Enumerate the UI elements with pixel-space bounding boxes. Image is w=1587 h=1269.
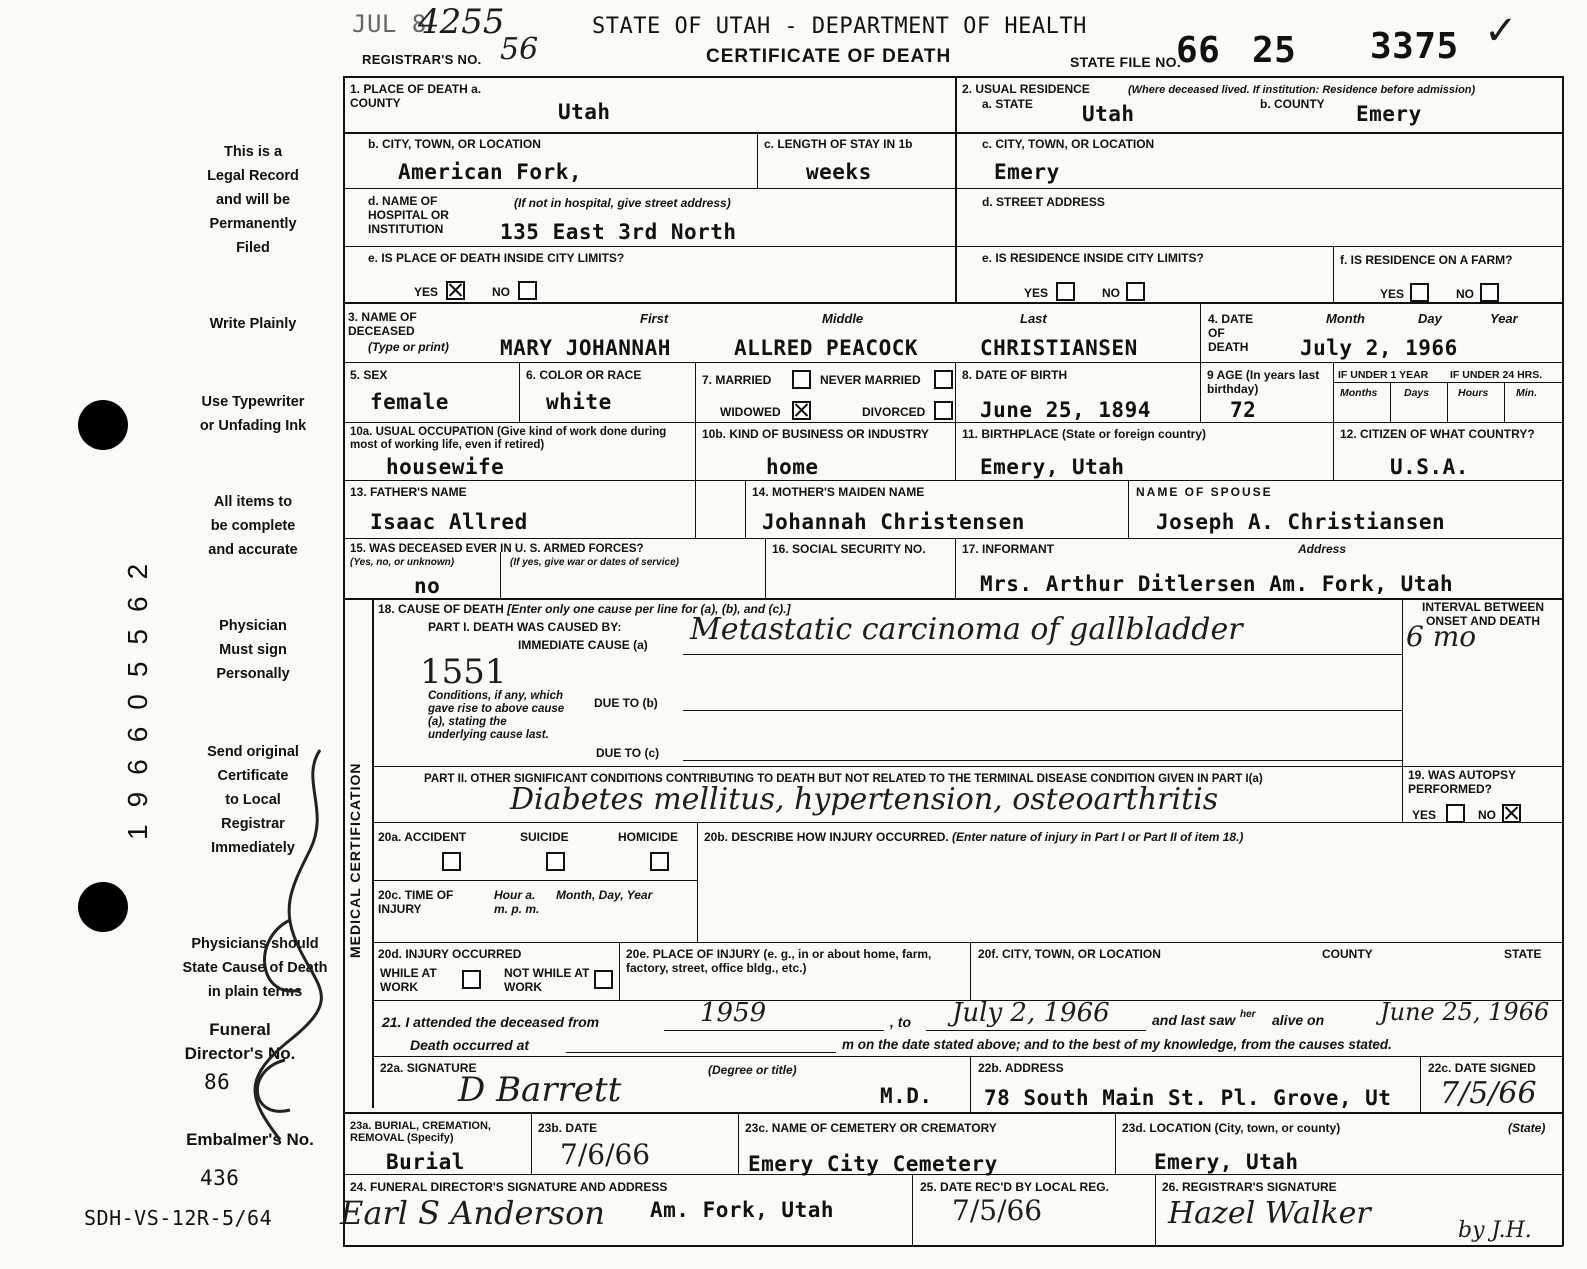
embalmer-label: Embalmer's No. [186,1130,314,1149]
injury-description-label: 20b. DESCRIBE HOW INJURY OCCURRED. (Enter nature of injury in Part I or Part II of item 18.) [704,830,1244,844]
deceased-name-note: (Type or print) [368,340,449,354]
hours-label: Hours [1458,387,1489,399]
minutes-label: Min. [1516,387,1537,399]
informant-address-heading: Address [1298,542,1347,556]
married-label: 7. MARRIED [702,373,772,387]
death-year-heading: Year [1490,311,1518,326]
embalmer-no: 436 [200,1166,240,1190]
physician-address-label: 22b. ADDRESS [978,1061,1064,1075]
registrar-handwritten: 4255 [418,2,505,42]
autopsy-no-label: NO [1478,808,1496,822]
place-of-death-county-label: 1. PLACE OF DEATH a. COUNTY [350,82,482,110]
date-of-death: July 2, 1966 [1300,336,1458,360]
while-at-work-checkbox[interactable] [462,970,481,989]
social-security-label: 16. SOCIAL SECURITY NO. [772,542,926,556]
attended-from: 1959 [700,998,767,1028]
residence-county: Emery [1356,102,1422,126]
state-file-no-2: 25 [1252,30,1297,71]
armed-forces-label: 15. WAS DECEASED EVER IN U. S. ARMED FORCES? [350,543,644,555]
death-inside-city-no-checkbox[interactable] [518,281,537,300]
residence-inside-city-yes-checkbox[interactable] [1056,282,1075,301]
injury-date-heading: Month, Day, Year [556,888,653,902]
residence-farm-yes-label: YES [1380,287,1405,301]
state-file-no-3: 3375 [1370,26,1459,67]
residence-state: Utah [1082,102,1135,126]
residence-farm-label: f. IS RESIDENCE ON A FARM? [1340,253,1513,267]
funeral-director-signature: Earl S Anderson [340,1194,605,1232]
attended-to: July 2, 1966 [952,998,1110,1028]
widowed-label: WIDOWED [720,405,781,419]
disposition: Burial [386,1150,465,1174]
due-to-b-label: DUE TO (b) [594,696,658,710]
days-label: Days [1404,387,1430,399]
last-saw-label: and last saw [1152,1012,1236,1028]
death-inside-city-no-label: NO [492,285,510,299]
funeral-director-signature-label: 24. FUNERAL DIRECTOR'S SIGNATURE AND ADDRESS [350,1180,668,1194]
armed-forces-note-2: (If yes, give war or dates of service) [510,557,679,568]
cemetery-state-heading: (State) [1508,1121,1546,1135]
punch-hole-bottom [78,882,128,932]
middle-name-heading: Middle [822,311,864,326]
send-original-note: Send original Certificate to Local Registrar Immediately [207,744,299,856]
medical-certification-label: MEDICAL CERTIFICATION [347,762,363,958]
while-at-work-label: WHILE AT WORK [380,966,437,994]
spouse-name: Joseph A. Christiansen [1156,510,1446,534]
physician-signature: D Barrett [458,1070,622,1110]
date-received: 7/5/66 [952,1194,1043,1227]
injury-county-label: COUNTY [1322,947,1373,961]
hospital-address: 135 East 3rd North [500,220,737,244]
last-name-heading: Last [1020,311,1047,326]
degree-label: (Degree or title) [708,1063,797,1077]
autopsy-label: 19. WAS AUTOPSY PERFORMED? [1408,768,1516,796]
certificate-title: CERTIFICATE OF DEATH [706,46,952,67]
length-of-stay-label: c. LENGTH OF STAY IN 1b [764,137,913,151]
birthplace-label: 11. BIRTHPLACE (State or foreign country) [962,427,1207,441]
residence-farm-yes-checkbox[interactable] [1410,283,1429,302]
form-number: SDH-VS-12R-5/64 [84,1206,273,1230]
cemetery-location: Emery, Utah [1154,1150,1299,1174]
due-to-c-label: DUE TO (c) [596,746,660,760]
armed-forces-note-1: (Yes, no, or unknown) [350,557,455,568]
birthplace: Emery, Utah [980,455,1125,479]
business-label: 10b. KIND OF BUSINESS OR INDUSTRY [702,427,929,441]
legal-record-note: This is a Legal Record and will be Permanently Filed [207,144,299,256]
citizenship: U.S.A. [1390,455,1469,479]
other-conditions: Diabetes mellitus, hypertension, osteoarthritis [510,782,1219,817]
funeral-director-no: 86 [204,1070,231,1094]
place-of-injury-label: 20e. PLACE OF INJURY (e. g., in or about home, farm, factory, street, office bldg., etc.) [626,947,932,975]
sex: female [370,390,449,414]
residence-farm-no-label: NO [1456,287,1474,301]
hour-label: Hour a. m. p. m. [494,888,540,916]
injury-state-label: STATE [1504,947,1542,961]
interval: 6 mo [1406,620,1477,653]
residence-inside-city-no-checkbox[interactable] [1126,282,1145,301]
residence-state-label: a. STATE [982,97,1033,111]
cemetery-label: 23c. NAME OF CEMETERY OR CREMATORY [745,1121,997,1135]
mother-name-label: 14. MOTHER'S MAIDEN NAME [752,485,925,499]
father-name-label: 13. FATHER'S NAME [350,485,467,499]
registrar-signature: Hazel Walker [1168,1196,1371,1231]
homicide-checkbox[interactable] [650,852,669,871]
cause-of-death-label: 18. CAUSE OF DEATH [Enter only one cause per line for (a), (b), and (c).] [378,602,791,616]
hospital-note: (If not in hospital, give street address) [514,196,731,210]
death-month-heading: Month [1326,311,1365,326]
check-mark: ✓ [1484,8,1518,54]
injury-occurred-label: 20d. INJURY OCCURRED [378,947,522,961]
widowed-checkbox[interactable] [792,401,811,420]
race-label: 6. COLOR OR RACE [526,368,642,382]
residence-street-label: d. STREET ADDRESS [982,195,1105,209]
date-signed-label: 22c. DATE SIGNED [1428,1061,1536,1075]
burial-date: 7/6/66 [560,1138,651,1171]
residence-farm-no-checkbox[interactable] [1480,283,1499,302]
time-of-injury-label: 20c. TIME OF INJURY [378,888,454,916]
typewriter-note: Use Typewriter or Unfading Ink [199,394,307,434]
registrar-label: REGISTRAR'S NO. [362,52,482,67]
complete-note: All items to be complete and accurate [208,494,298,558]
interval-label: INTERVAL BETWEEN ONSET AND DEATH [1421,600,1544,628]
father-name: Isaac Allred [370,510,528,534]
injury-city-label: 20f. CITY, TOWN, OR LOCATION [978,947,1161,961]
immediate-cause-label: IMMEDIATE CAUSE (a) [518,638,648,652]
state-file-no-1: 66 [1176,30,1221,71]
death-occurred-label: Death occurred at [410,1037,530,1053]
alive-on-date: June 25, 1966 [1380,998,1550,1026]
divorced-checkbox[interactable] [934,401,953,420]
physician-degree: M.D. [880,1084,933,1108]
not-while-at-work-label: NOT WHILE AT WORK [504,966,590,994]
residence-inside-city-no-label: NO [1102,286,1120,300]
age: 72 [1230,398,1257,422]
cemetery-location-label: 23d. LOCATION (City, town, or county) [1122,1121,1341,1135]
not-while-at-work-checkbox[interactable] [594,970,613,989]
state-title: STATE OF UTAH - DEPARTMENT OF HEALTH [592,14,1087,39]
date-of-birth: June 25, 1894 [980,398,1151,422]
part-one-label: PART I. DEATH WAS CAUSED BY: [428,620,622,634]
funeral-director-label: Funeral Director's No. [184,1020,296,1063]
physician-address: 78 South Main St. Pl. Grove, Ut [984,1086,1392,1110]
coding-number: 1551 [420,652,507,692]
registrar-signature-label: 26. REGISTRAR'S SIGNATURE [1162,1180,1337,1194]
race: white [546,390,612,414]
residence-city: Emery [994,160,1060,184]
informant-label: 17. INFORMANT [962,542,1055,556]
alive-on-label: alive on [1272,1012,1325,1028]
attended-label: 21. I attended the deceased from [382,1014,600,1030]
usual-residence-note: (Where deceased lived. If institution: Residence before admission) [1128,84,1476,96]
stamp-date: JUL 8 [352,10,427,38]
deceased-first-name: MARY JOHANNAH [500,336,671,360]
age-label: 9 AGE (In years last birthday) [1207,368,1320,396]
her-label: her [1240,1009,1256,1020]
vertical-serial-number: 196605562 [122,546,153,840]
disposition-label: 23a. BURIAL, CREMATION, REMOVAL (Specify) [350,1120,491,1144]
date-received-label: 25. DATE REC'D BY LOCAL REG. [920,1180,1109,1194]
physician-note: Physician Must sign Personally [216,618,290,682]
autopsy-yes-label: YES [1412,808,1437,822]
autopsy-no-checkbox[interactable] [1502,804,1521,823]
months-label: Months [1340,387,1378,399]
armed-forces: no [414,574,441,598]
citizenship-label: 12. CITIZEN OF WHAT COUNTRY? [1340,427,1535,441]
deceased-name-label: 3. NAME OF DECEASED [348,310,417,338]
death-inside-city-yes-checkbox[interactable] [446,281,465,300]
suicide-checkbox[interactable] [546,852,565,871]
deceased-middle-name: ALLRED PEACOCK [734,336,919,360]
accident-checkbox[interactable] [442,852,461,871]
residence-city-label: c. CITY, TOWN, OR LOCATION [982,137,1155,151]
sex-label: 5. SEX [350,368,388,382]
cemetery: Emery City Cemetery [748,1152,998,1176]
under-24-hours-label: IF UNDER 24 HRS. [1450,369,1543,381]
death-occurred-line [566,1052,836,1053]
to-label: , to [890,1014,911,1030]
place-of-death-city: American Fork, [398,160,583,184]
signature-label: 22a. SIGNATURE [380,1061,477,1075]
never-married-label: NEVER MARRIED [820,373,921,387]
death-inside-city-yes-label: YES [414,285,439,299]
mother-name: Johannah Christensen [762,510,1025,534]
state-file-label: STATE FILE NO. [1070,54,1182,70]
informant: Mrs. Arthur Ditlersen Am. Fork, Utah [980,572,1454,596]
date-of-death-label: 4. DATE OF DEATH [1208,312,1254,354]
autopsy-yes-checkbox[interactable] [1446,804,1465,823]
residence-inside-city-yes-label: YES [1024,286,1049,300]
occupation: housewife [386,455,505,479]
length-of-stay: weeks [806,160,872,184]
attended-to-line [926,1030,1146,1031]
registrar-initials: by J.H. [1458,1218,1532,1243]
date-of-birth-label: 8. DATE OF BIRTH [962,368,1068,382]
accident-label: 20a. ACCIDENT [378,830,467,844]
burial-date-label: 23b. DATE [538,1121,598,1135]
spouse-name-label: NAME OF SPOUSE [1136,485,1273,499]
conditions-note: Conditions, if any, which gave rise to above cause (a), stating the underlying cause last. [428,690,565,741]
attended-from-line [664,1030,884,1031]
death-day-heading: Day [1418,311,1442,326]
date-signed: 7/5/66 [1440,1076,1537,1111]
suicide-label: SUICIDE [520,830,569,844]
state-cause-note: Physicians should State Cause of Death in plain terms [182,936,328,1000]
death-statement: m on the date stated above; and to the best of my knowledge, from the causes stated. [842,1037,1392,1052]
occupation-label: 10a. USUAL OCCUPATION (Give kind of work done during most of working life, even if retired) [350,426,667,451]
married-checkbox[interactable] [792,370,811,389]
never-married-checkbox[interactable] [934,370,953,389]
business: home [766,455,819,479]
funeral-director-address: Am. Fork, Utah [650,1198,835,1222]
place-of-death-city-label: b. CITY, TOWN, OR LOCATION [368,137,541,151]
deceased-last-name: CHRISTIANSEN [980,336,1138,360]
part-two-label: PART II. OTHER SIGNIFICANT CONDITIONS CONTRIBUTING TO DEATH BUT NOT RELATED TO THE TERMINAL DISEASE CONDITION GIVEN IN PART I(a) [424,773,1263,785]
homicide-label: HOMICIDE [618,830,678,844]
margin-signature-icon [230,740,350,1160]
place-of-death-county: Utah [558,100,611,124]
immediate-cause: Metastatic carcinoma of gallbladder [690,612,1243,647]
hospital-label: d. NAME OF HOSPITAL OR INSTITUTION [368,194,449,236]
usual-residence-label: 2. USUAL RESIDENCE [962,82,1090,96]
punch-hole-top [78,400,128,450]
under-one-year-label: IF UNDER 1 YEAR [1338,369,1429,381]
first-name-heading: First [640,311,669,326]
residence-county-label: b. COUNTY [1260,97,1325,111]
divorced-label: DIVORCED [862,405,926,419]
death-inside-city-label: e. IS PLACE OF DEATH INSIDE CITY LIMITS? [368,251,625,265]
write-plainly-note: Write Plainly [209,316,297,332]
registrar-no: 56 [500,32,539,67]
residence-inside-city-label: e. IS RESIDENCE INSIDE CITY LIMITS? [982,251,1204,265]
